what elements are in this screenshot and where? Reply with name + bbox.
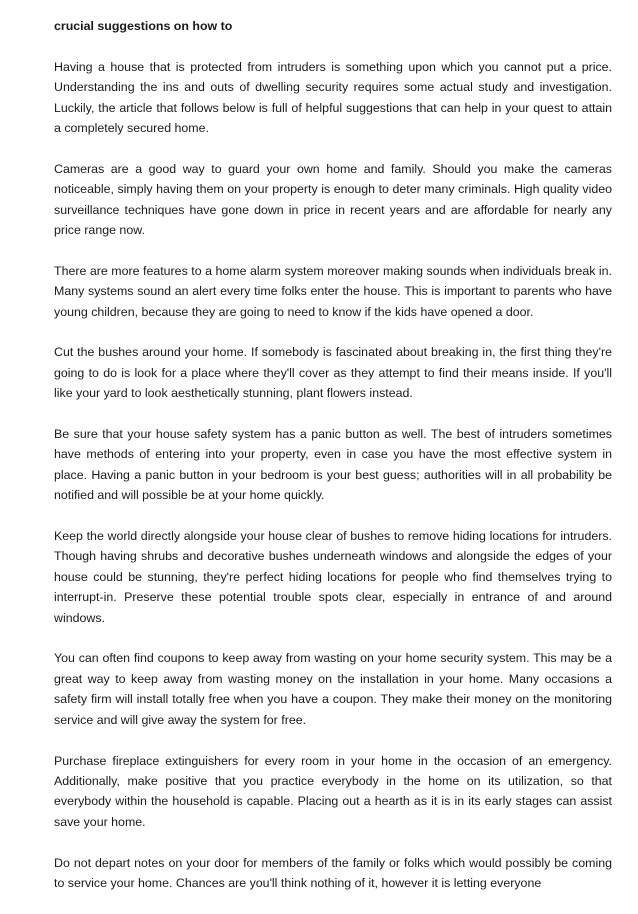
paragraph-1: Having a house that is protected from intruders is something upon which you cannot put a price. Understanding the ins and outs of dwelling security requires some actual study and investigation. Luckily, the article that follows below is full of helpful suggestions that can help in your quest to attain a completely secured home. [54,59,612,136]
document-title: crucial suggestions on how to [54,19,233,33]
paragraph-8: Purchase fireplace extinguishers for every room in your home in the occasion of an emergency. Additionally, make positive that you practice everybody in the home on its utilization, so that everybody within the household is capable. Placing out a hearth as it is in its early stages can assist save your home. [54,753,612,829]
paragraph-4: Cut the bushes around your home. If somebody is fascinated about breaking in, the first thing they're going to do is look for a place where they'll cover as they attempt to find their means inside. If you'll like your yard to look aesthetically stunning, plant flowers instead. [54,345,612,401]
paragraph-7: You can often find coupons to keep away from wasting on your home security system. This may be a great way to keep away from wasting money on the installation in your home. Many occasions a safety firm will install totally free when you have a coupon. They make their money on the monitoring service and will give away the system for free. [54,651,612,727]
paragraph-6: Keep the world directly alongside your house clear of bushes to remove hiding locations for intruders. Though having shrubs and decorative bushes underneath windows and alongside the edges of your house could be stunning, they're perfect hiding locations for people who find themselves trying to interrupt-in. Preserve these potential trouble spots clear, especially in entrance of and around windows. [54,529,612,625]
paragraph-2: Cameras are a good way to guard your own home and family. Should you make the cameras noticeable, simply having them on your property is enough to deter many criminals. High quality video surveillance techniques have gone down in price in recent years and are affordable for nearly any price range now. [54,161,612,238]
document-page [54,16,612,914]
paragraph-5: Be sure that your house safety system has a panic button as well. The best of intruders sometimes have methods of entering into your property, even in case you have the most effective system in place. Having a panic button in your bedroom is your best guess; authorities will in all probability be notified and will possible be at your home quickly. [54,427,612,503]
paragraph-3: There are more features to a home alarm system moreover making sounds when individuals break in. Many systems sound an alert every time folks enter the house. This is important to parents who have young children, because they are going to need to know if the kids have opened a door. [54,263,612,319]
paragraph-9: Do not depart notes on your door for members of the family or folks which would possibly be coming to service your home. Chances are you'll think nothing of it, however it is letting everyone [54,855,612,890]
